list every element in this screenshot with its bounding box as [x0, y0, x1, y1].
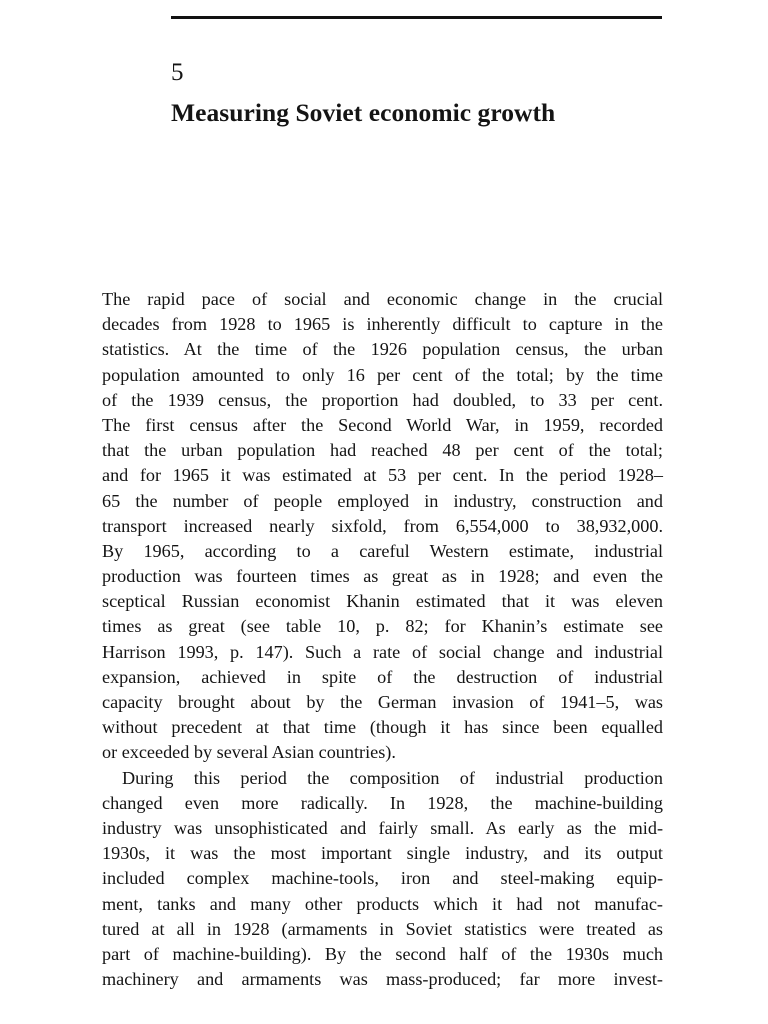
- text-line: part of machine-building). By the second half of the 1930s much: [102, 943, 663, 964]
- text-line: sceptical Russian economist Khanin estimated that it was eleven: [102, 591, 663, 612]
- body-text: [102, 287, 663, 992]
- text-line: statistics. At the time of the 1926 population census, the urban: [102, 339, 663, 360]
- text-line: tured at all in 1928 (armaments in Soviet statistics were treated as: [102, 918, 663, 939]
- text-line: population amounted to only 16 per cent of the total; by the time: [102, 364, 663, 385]
- paragraph-2: [102, 766, 663, 993]
- text-line: times as great (see table 10, p. 82; for Khanin’s estimate see: [102, 616, 663, 637]
- text-line: and for 1965 it was estimated at 53 per cent. In the period 1928–: [102, 465, 663, 486]
- text-line: 65 the number of people employed in industry, construction and: [102, 490, 663, 511]
- text-line: changed even more radically. In 1928, the machine-building: [102, 792, 663, 813]
- text-line: of the 1939 census, the proportion had doubled, to 33 per cent.: [102, 389, 663, 410]
- text-line: without precedent at that time (though it has since been equalled: [102, 717, 663, 738]
- text-line: The first census after the Second World War, in 1959, recorded: [102, 414, 663, 435]
- text-line: Harrison 1993, p. 147). Such a rate of social change and industrial: [102, 641, 663, 662]
- text-line: decades from 1928 to 1965 is inherently difficult to capture in the: [102, 314, 663, 335]
- text-line: production was fourteen times as great as in 1928; and even the: [102, 566, 663, 587]
- text-line: that the urban population had reached 48 per cent of the total;: [102, 440, 663, 461]
- text-line: industry was unsophisticated and fairly small. As early as the mid-: [102, 817, 663, 838]
- text-line: capacity brought about by the German invasion of 1941–5, was: [102, 692, 663, 712]
- chapter-number: 5: [171, 59, 184, 86]
- text-line: included complex machine-tools, iron and steel-making equip-: [102, 868, 663, 889]
- text-line: machinery and armaments was mass-produced; far more invest-: [102, 969, 663, 990]
- text-line: During this period the composition of industrial production: [122, 767, 663, 788]
- text-line: expansion, achieved in spite of the destruction of industrial: [102, 666, 663, 687]
- text-line: The rapid pace of social and economic change in the crucial: [102, 289, 663, 309]
- text-line: By 1965, according to a careful Western estimate, industrial: [102, 540, 663, 561]
- text-line: transport increased nearly sixfold, from 6,554,000 to 38,932,000.: [102, 515, 663, 536]
- top-rule: [171, 16, 662, 19]
- chapter-title: Measuring Soviet economic growth: [171, 98, 556, 127]
- text-line: or exceeded by several Asian countries).: [102, 742, 396, 763]
- text-line: ment, tanks and many other products which it had not manufac-: [102, 893, 663, 914]
- paragraph-1: [102, 287, 663, 766]
- text-line: 1930s, it was the most important single industry, and its output: [102, 843, 663, 864]
